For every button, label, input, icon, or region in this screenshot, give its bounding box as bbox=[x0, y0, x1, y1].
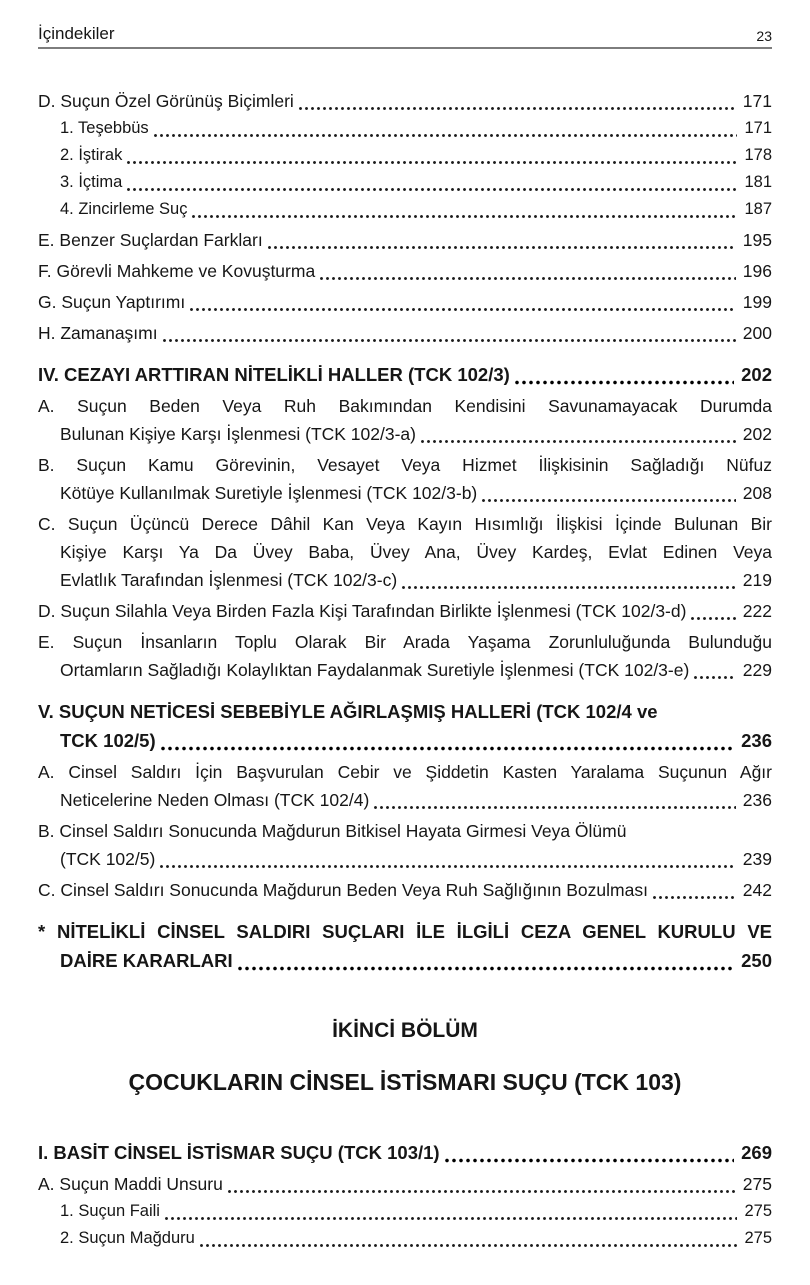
toc-entry-row bbox=[60, 1198, 772, 1225]
toc-page-number: 239 bbox=[742, 849, 772, 869]
toc-page-number: 219 bbox=[742, 570, 772, 590]
toc-entry bbox=[38, 817, 772, 873]
toc-entry-row bbox=[38, 1170, 772, 1198]
toc-entry bbox=[38, 87, 772, 115]
toc-entry-row bbox=[38, 420, 772, 448]
toc-entry-row bbox=[38, 87, 772, 115]
toc-entry bbox=[38, 319, 772, 347]
toc-entry-row bbox=[38, 845, 772, 873]
dot-leader bbox=[420, 439, 736, 444]
toc-entry-line: Kişiye Karşı Ya Da Üvey Baba, Üvey Ana, Üvey Kardeş, Evlat Edinen Veya bbox=[60, 542, 772, 562]
toc-entry bbox=[38, 451, 772, 507]
toc-page-number: 250 bbox=[741, 950, 772, 971]
toc-entry-label: IV. CEZAYI ARTTIRAN NİTELİKLİ HALLER (TCK 102/3) bbox=[38, 364, 510, 385]
dot-leader bbox=[160, 746, 735, 751]
running-header bbox=[38, 24, 772, 49]
toc-entry bbox=[38, 142, 772, 169]
toc-entry-row bbox=[38, 257, 772, 285]
toc-entry-label: H. Zamanaşımı bbox=[38, 323, 158, 343]
toc-entry-line: * NİTELİKLİ CİNSEL SALDIRI SUÇLARI İLE İLGİLİ CEZA GENEL KURULU VE bbox=[38, 921, 772, 942]
toc-page-number: 202 bbox=[741, 364, 772, 385]
running-header-title: İçindekiler bbox=[38, 24, 115, 43]
toc-entry bbox=[38, 169, 772, 196]
toc-page-number: 208 bbox=[742, 483, 772, 503]
toc-page-number: 171 bbox=[742, 91, 772, 111]
toc-entry-row bbox=[38, 786, 772, 814]
dot-leader bbox=[481, 498, 736, 503]
toc-page-number: 275 bbox=[742, 1174, 772, 1194]
toc-entry-row bbox=[38, 319, 772, 347]
toc-entry bbox=[38, 257, 772, 285]
dot-leader bbox=[164, 1216, 738, 1221]
toc-entry-label: 2. Suçun Mağduru bbox=[60, 1229, 195, 1247]
part-break bbox=[38, 1019, 772, 1096]
toc-entry-label: G. Suçun Yaptırımı bbox=[38, 292, 186, 312]
toc-entry-line: V. SUÇUN NETİCESİ SEBEBİYLE AĞIRLAŞMIŞ HALLERİ (TCK 102/4 ve bbox=[38, 701, 658, 722]
toc-list-top bbox=[38, 87, 772, 975]
toc-entry bbox=[38, 510, 772, 594]
toc-page-number: 229 bbox=[742, 660, 772, 680]
toc-entry-label: Evlatlık Tarafından İşlenmesi (TCK 102/3-c) bbox=[60, 570, 398, 590]
dot-leader bbox=[162, 338, 736, 343]
dot-leader bbox=[159, 864, 735, 869]
toc-entry-row bbox=[38, 566, 772, 594]
toc-entry-label: 3. İçtima bbox=[60, 173, 123, 191]
toc-entry bbox=[38, 1170, 772, 1198]
toc-entry-row bbox=[38, 288, 772, 316]
toc-entry-label: C. Cinsel Saldırı Sonucunda Mağdurun Beden Veya Ruh Sağlığının Bozulması bbox=[38, 880, 648, 900]
toc-entry-row bbox=[60, 142, 772, 169]
toc-entry-label: (TCK 102/5) bbox=[60, 849, 156, 869]
toc-page-number: 181 bbox=[744, 173, 772, 191]
dot-leader bbox=[126, 160, 737, 165]
part-title: İKİNCİ BÖLÜM bbox=[332, 1019, 478, 1042]
toc-entry bbox=[38, 1138, 772, 1167]
toc-entry-row bbox=[38, 656, 772, 684]
toc-entry-line: E. Suçun İnsanların Toplu Olarak Bir Arada Yaşama Zorunluluğunda Bulunduğu bbox=[38, 632, 772, 652]
running-header-page-number: 23 bbox=[756, 28, 772, 44]
toc-page-number: 196 bbox=[742, 261, 772, 281]
toc-entry-label: 4. Zincirleme Suç bbox=[60, 200, 188, 218]
toc-page-number: 202 bbox=[742, 424, 772, 444]
toc-page-number: 178 bbox=[744, 146, 772, 164]
dot-leader bbox=[373, 805, 736, 810]
toc-entry-label: 2. İştirak bbox=[60, 146, 123, 164]
toc-page-number: 200 bbox=[742, 323, 772, 343]
toc-entry bbox=[38, 597, 772, 625]
dot-leader bbox=[153, 133, 738, 138]
toc-list-bottom bbox=[38, 1138, 772, 1252]
part-subtitle: ÇOCUKLARIN CİNSEL İSTİSMARI SUÇU (TCK 103) bbox=[128, 1069, 682, 1095]
toc-entry-label: Kötüye Kullanılmak Suretiyle İşlenmesi (TCK 102/3-b) bbox=[60, 483, 478, 503]
toc-page-number: 187 bbox=[744, 200, 772, 218]
dot-leader bbox=[199, 1243, 738, 1248]
dot-leader bbox=[444, 1158, 735, 1163]
dot-leader bbox=[401, 585, 736, 590]
toc-page-number: 275 bbox=[744, 1229, 772, 1247]
dot-leader bbox=[237, 966, 734, 971]
toc-entry-label: Bulunan Kişiye Karşı İşlenmesi (TCK 102/3-a) bbox=[60, 424, 416, 444]
toc-entry-label: 1. Teşebbüs bbox=[60, 119, 149, 137]
toc-entry-label: D. Suçun Silahla Veya Birden Fazla Kişi Tarafından Birlikte İşlenmesi (TCK 102/3-d) bbox=[38, 601, 687, 621]
toc-entry-label: E. Benzer Suçlardan Farkları bbox=[38, 230, 263, 250]
toc-page-number: 222 bbox=[742, 601, 772, 621]
toc-entry-label: TCK 102/5) bbox=[60, 730, 156, 751]
toc-entry-label: 1. Suçun Faili bbox=[60, 1202, 160, 1220]
toc-entry-row bbox=[38, 360, 772, 389]
toc-entry-row bbox=[60, 169, 772, 196]
toc-page-number: 275 bbox=[744, 1202, 772, 1220]
toc-page-number: 171 bbox=[744, 119, 772, 137]
dot-leader bbox=[191, 214, 737, 219]
toc-entry-row bbox=[38, 479, 772, 507]
toc-entry-line: B. Suçun Kamu Görevinin, Vesayet Veya Hizmet İlişkisinin Sağladığı Nüfuz bbox=[38, 455, 772, 475]
toc-entry-row bbox=[38, 876, 772, 904]
toc-entry bbox=[38, 1198, 772, 1225]
toc-entry-label: Neticelerine Neden Olması (TCK 102/4) bbox=[60, 790, 370, 810]
toc-entry bbox=[38, 392, 772, 448]
dot-leader bbox=[189, 307, 736, 312]
dot-leader bbox=[319, 276, 736, 281]
toc-entry-row bbox=[38, 226, 772, 254]
toc-entry-label: I. BASİT CİNSEL İSTİSMAR SUÇU (TCK 103/1) bbox=[38, 1142, 440, 1163]
toc-entry bbox=[38, 226, 772, 254]
toc-entry bbox=[38, 115, 772, 142]
toc-entry-row bbox=[60, 1225, 772, 1252]
toc-entry bbox=[38, 196, 772, 223]
dot-leader bbox=[693, 675, 735, 680]
toc-entry bbox=[38, 917, 772, 975]
toc-entry-row bbox=[38, 1138, 772, 1167]
toc-entry-line: A. Cinsel Saldırı İçin Başvurulan Cebir ve Şiddetin Kasten Yaralama Suçunun Ağır bbox=[38, 762, 772, 782]
toc-entry-label: Ortamların Sağladığı Kolaylıktan Faydalanmak Suretiyle İşlenmesi (TCK 102/3-e) bbox=[60, 660, 690, 680]
dot-leader bbox=[690, 616, 735, 621]
toc-entry-row bbox=[60, 196, 772, 223]
toc-page-number: 236 bbox=[742, 790, 772, 810]
toc-page-number: 195 bbox=[742, 230, 772, 250]
toc-entry bbox=[38, 876, 772, 904]
toc-entry-line: B. Cinsel Saldırı Sonucunda Mağdurun Bitkisel Hayata Girmesi Veya Ölümü bbox=[38, 821, 627, 841]
toc-entry-line: A. Suçun Beden Veya Ruh Bakımından Kendisini Savunamayacak Durumda bbox=[38, 396, 772, 416]
dot-leader bbox=[267, 245, 736, 250]
toc-entry-label: A. Suçun Maddi Unsuru bbox=[38, 1174, 223, 1194]
dot-leader bbox=[298, 106, 736, 111]
toc-entry bbox=[38, 758, 772, 814]
toc-entry bbox=[38, 1225, 772, 1252]
toc-entry-row bbox=[38, 726, 772, 755]
dot-leader bbox=[126, 187, 737, 192]
toc-entry bbox=[38, 288, 772, 316]
toc-entry-label: D. Suçun Özel Görünüş Biçimleri bbox=[38, 91, 294, 111]
toc-page-number: 199 bbox=[742, 292, 772, 312]
toc-entry-label: F. Görevli Mahkeme ve Kovuşturma bbox=[38, 261, 316, 281]
toc-entry-line: C. Suçun Üçüncü Derece Dâhil Kan Veya Kayın Hısımlığı İlişkisi İçinde Bulunan Bir bbox=[38, 514, 772, 534]
toc-entry-row bbox=[38, 597, 772, 625]
toc-entry bbox=[38, 360, 772, 389]
toc-page-number: 269 bbox=[741, 1142, 772, 1163]
dot-leader bbox=[652, 895, 736, 900]
toc-entry-row bbox=[60, 115, 772, 142]
toc-entry-label: DAİRE KARARLARI bbox=[60, 950, 233, 971]
dot-leader bbox=[514, 380, 734, 385]
toc-entry bbox=[38, 697, 772, 755]
toc-page-number: 236 bbox=[741, 730, 772, 751]
toc-entry-row bbox=[38, 946, 772, 975]
toc-entry bbox=[38, 628, 772, 684]
toc-page-number: 242 bbox=[742, 880, 772, 900]
dot-leader bbox=[227, 1189, 736, 1194]
